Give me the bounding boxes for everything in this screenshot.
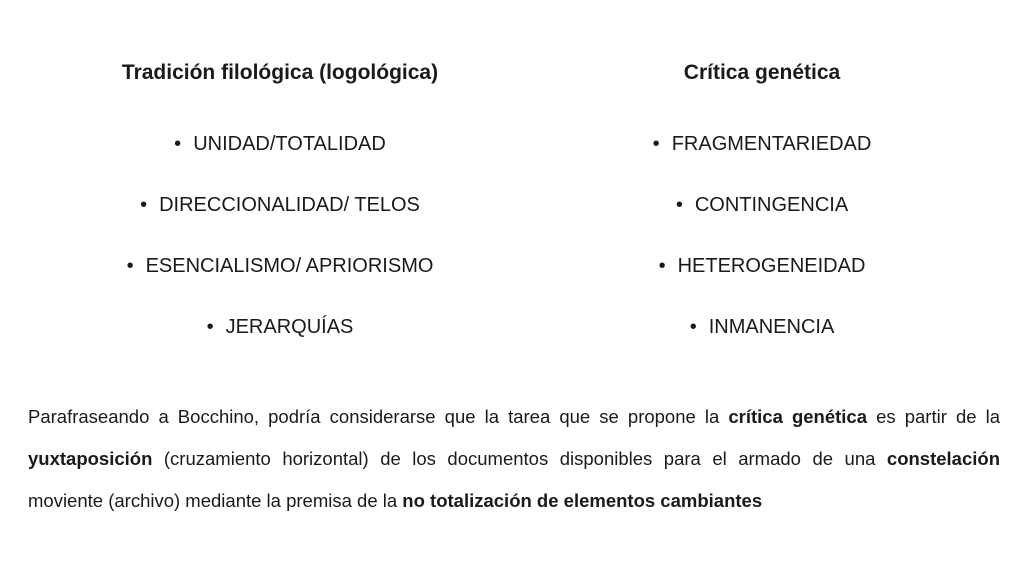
bullet-icon: •	[689, 316, 697, 338]
list-item	[80, 130, 480, 158]
list-item	[560, 191, 964, 219]
right-column	[560, 58, 964, 374]
bullet-icon: •	[675, 194, 683, 216]
right-bullet-list	[560, 130, 964, 341]
list-item-label: INMANENCIA	[708, 316, 835, 338]
list-item	[80, 191, 480, 219]
bullet-icon: •	[174, 133, 182, 155]
list-item	[560, 130, 964, 158]
bullet-icon: •	[652, 133, 660, 155]
list-item	[560, 313, 964, 341]
paragraph-text: moviente (archivo) mediante la premisa de la	[28, 490, 403, 511]
left-column-title: Tradición filológica (logológica)	[121, 61, 439, 84]
paragraph-emphasis: yuxtaposición	[28, 448, 153, 469]
paragraph-emphasis: crítica genética	[728, 406, 868, 427]
list-item-label: JERARQUÍAS	[225, 316, 354, 338]
list-item	[80, 252, 480, 280]
paragraph-emphasis: no totalización de elementos cambiantes	[402, 490, 763, 511]
bullet-icon: •	[658, 255, 666, 277]
bullet-icon: •	[140, 194, 148, 216]
summary-paragraph	[28, 396, 1000, 522]
list-item-label: ESENCIALISMO/ APRIORISMO	[145, 255, 434, 277]
left-column	[80, 58, 480, 374]
bullet-icon: •	[206, 316, 214, 338]
paragraph-text: es partir de la	[867, 406, 1001, 427]
paragraph-emphasis: constelación	[886, 448, 1000, 469]
bullet-icon: •	[126, 255, 134, 277]
paragraph-text: Parafraseando a Bocchino, podría considerarse que la tarea que se propone la	[28, 406, 729, 427]
list-item-label: DIRECCIONALIDAD/ TELOS	[159, 194, 420, 216]
list-item-label: CONTINGENCIA	[694, 194, 849, 216]
list-item	[80, 313, 480, 341]
list-item	[560, 252, 964, 280]
list-item-label: HETEROGENEIDAD	[677, 255, 866, 277]
left-bullet-list	[80, 130, 480, 341]
list-item-label: FRAGMENTARIEDAD	[671, 133, 872, 155]
right-column-title: Crítica genética	[683, 61, 841, 84]
list-item-label: UNIDAD/TOTALIDAD	[193, 133, 386, 155]
paragraph-text: (cruzamiento horizontal) de los documentos disponibles para el armado de una	[152, 448, 887, 469]
